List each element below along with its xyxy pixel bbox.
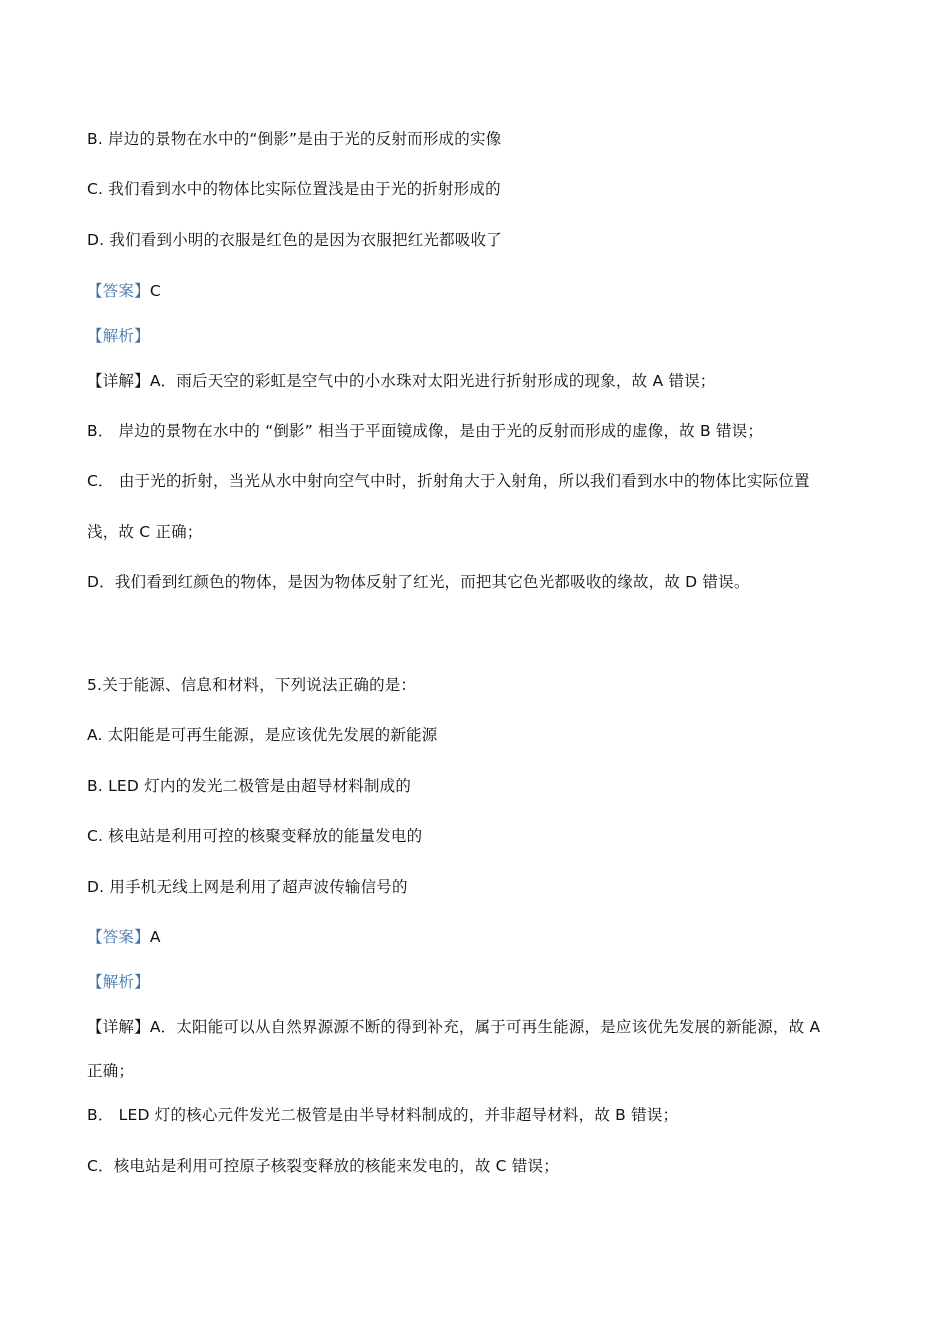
q5-analysis-tag <box>87 971 877 993</box>
q4-answer-value: C <box>149 282 161 300</box>
q4-analysis-label: 【解析】 <box>87 327 150 345</box>
q4-detail-tag: 【详解】 <box>87 372 150 390</box>
q5-analysis-label: 【解析】 <box>87 973 150 991</box>
q5-answer <box>87 926 877 948</box>
q5-detail-c: C．核电站是利用可控原子核裂变释放的核能来发电的，故 C 错误； <box>87 1157 559 1175</box>
q4-detail-c-line2: 浅，故 C 正确； <box>87 523 203 541</box>
q4-detail-d: D．我们看到红颜色的物体，是因为物体反射了红光，而把其它色光都吸收的缘故，故 D 错误。 <box>87 573 750 591</box>
q4-detail-b: B． 岸边的景物在水中的 “倒影” 相当于平面镜成像，是由于光的反射而形成的虚像，故 B 错误； <box>87 422 764 440</box>
q4-detail-a-text: A．雨后天空的彩虹是空气中的小水珠对太阳光进行折射形成的现象，故 A 错误； <box>149 372 716 390</box>
q5-detail-a-line1 <box>87 1016 877 1038</box>
q4-answer <box>87 280 877 302</box>
q5-answer-tag: 【答案】 <box>87 928 150 946</box>
q4-option-c: C. 我们看到水中的物体比实际位置浅是由于光的折射形成的 <box>87 180 501 198</box>
q5-detail-b: B． LED 灯的核心元件发光二极管是由半导材料制成的，并非超导材料，故 B 错误； <box>87 1106 679 1124</box>
q5-detail-a-line2: 正确； <box>87 1062 135 1080</box>
q5-detail-tag: 【详解】 <box>87 1018 150 1036</box>
q5-option-d: D. 用手机无线上网是利用了超声波传输信号的 <box>87 878 408 896</box>
q4-detail-c-line1: C． 由于光的折射，当光从水中射向空气中时，折射角大于入射角，所以我们看到水中的物体比实际位置 <box>87 472 810 490</box>
q4-detail-a <box>87 370 877 392</box>
q5-question: 5.关于能源、信息和材料，下列说法正确的是： <box>87 676 417 694</box>
q5-option-c: C. 核电站是利用可控的核聚变释放的能量发电的 <box>87 827 423 845</box>
q4-option-b: B. 岸边的景物在水中的“倒影”是由于光的反射而形成的实像 <box>87 130 502 148</box>
q5-detail-a-text: A．太阳能可以从自然界源源不断的得到补充，属于可再生能源，是应该优先发展的新能源，故 A <box>149 1018 821 1036</box>
q5-option-b: B. LED 灯内的发光二极管是由超导材料制成的 <box>87 777 412 795</box>
q4-answer-tag: 【答案】 <box>87 282 150 300</box>
q5-answer-value: A <box>149 928 161 946</box>
q4-option-d: D. 我们看到小明的衣服是红色的是因为衣服把红光都吸收了 <box>87 231 502 249</box>
q4-analysis-tag <box>87 325 877 347</box>
q5-option-a: A. 太阳能是可再生能源，是应该优先发展的新能源 <box>87 726 438 744</box>
